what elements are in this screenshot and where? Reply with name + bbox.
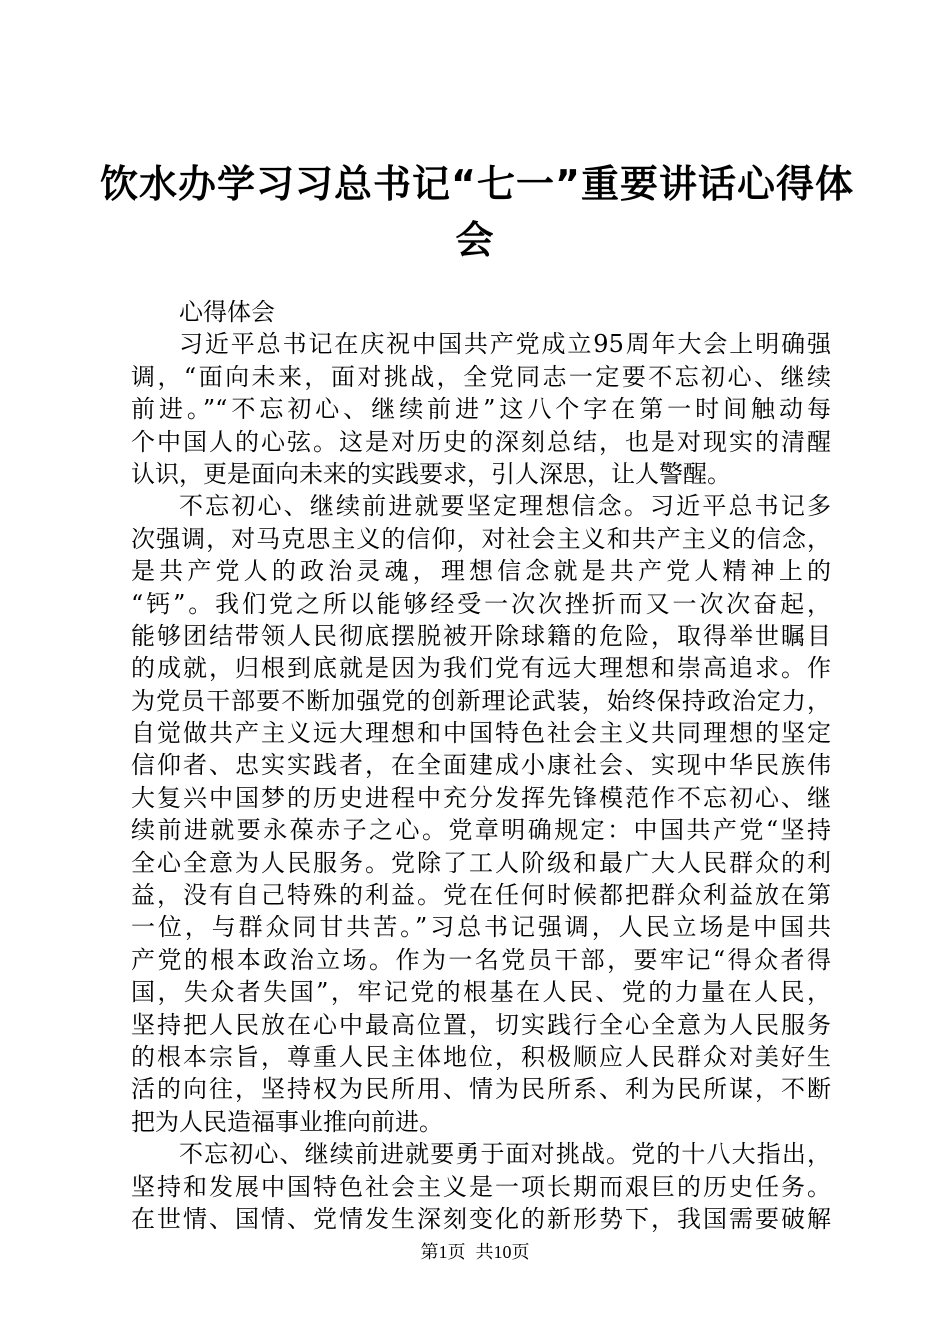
body-line: 前进。”“不忘初心、继续前进”这八个字在第一时间触动每 [131, 395, 831, 424]
body-line: 的根本宗旨，尊重人民主体地位，积极顺应人民群众对美好生 [131, 1042, 831, 1071]
body-line: 续前进就要永葆赤子之心。党章明确规定：中国共产党“坚持 [131, 816, 831, 845]
body-line: 的成就，归根到底就是因为我们党有远大理想和崇高追求。作 [131, 654, 831, 683]
body-line: 产党的根本政治立场。作为一名党员干部，要牢记“得众者得 [131, 945, 831, 974]
body-line: 全心全意为人民服务。党除了工人阶级和最广大人民群众的利 [131, 848, 831, 877]
body-line: 在世情、国情、党情发生深刻变化的新形势下，我国需要破解 [131, 1204, 831, 1233]
body-line: 大复兴中国梦的历史进程中充分发挥先锋模范作不忘初心、继 [131, 783, 831, 812]
body-line: 把为人民造福事业推向前进。 [131, 1107, 443, 1136]
body-line: 不忘初心、继续前进就要勇于面对挑战。党的十八大指出， [179, 1140, 831, 1169]
page-footer [0, 1240, 950, 1264]
document-title [100, 156, 854, 268]
body-line: 活的向往，坚持权为民所用、情为民所系、利为民所谋，不断 [131, 1075, 831, 1104]
page-total: 共10页 [475, 1242, 530, 1262]
title-line: 会 [455, 218, 495, 262]
body-line: 是共产党人的政治灵魂，理想信念就是共产党人精神上的 [131, 557, 831, 586]
body-line: 为党员干部要不断加强党的创新理论武装，始终保持政治定力， [131, 686, 831, 715]
body-line: 坚持把人民放在心中最高位置，切实践行全心全意为人民服务 [131, 1010, 831, 1039]
body-line: “钙”。我们党之所以能够经受一次次挫折而又一次次奋起， [131, 589, 831, 618]
body-line: 能够团结带领人民彻底摆脱被开除球籍的危险，取得举世瞩目 [131, 621, 831, 650]
title-line: 饮水办学习习总书记“七一”重要讲话心得体 [100, 162, 854, 206]
body-line: 信仰者、忠实实践者，在全面建成小康社会、实现中华民族伟 [131, 751, 831, 780]
body-line: 认识，更是面向未来的实践要求，引人深思，让人警醒。 [131, 459, 731, 488]
document-body [131, 296, 831, 1235]
body-line: 坚持和发展中国特色社会主义是一项长期而艰巨的历史任务。 [131, 1172, 831, 1201]
body-line: 个中国人的心弦。这是对历史的深刻总结，也是对现实的清醒 [131, 427, 831, 456]
body-line: 心得体会 [179, 298, 275, 326]
body-line: 自觉做共产主义远大理想和中国特色社会主义共同理想的坚定 [131, 719, 831, 748]
body-line: 调，“面向未来，面对挑战，全党同志一定要不忘初心、继续 [131, 362, 831, 391]
body-line: 国，失众者失国”，牢记党的根基在人民、党的力量在人民， [131, 978, 831, 1007]
body-line: 益，没有自己特殊的利益。党在任何时候都把群众利益放在第 [131, 881, 831, 910]
page-number: 第1页 [420, 1242, 466, 1262]
body-line: 一位，与群众同甘共苦。”习总书记强调，人民立场是中国共 [131, 913, 831, 942]
body-line: 不忘初心、继续前进就要坚定理想信念。习近平总书记多 [179, 492, 831, 521]
body-line: 习近平总书记在庆祝中国共产党成立95周年大会上明确强 [179, 330, 831, 359]
body-line: 次强调，对马克思主义的信仰，对社会主义和共产主义的信念， [131, 524, 831, 553]
